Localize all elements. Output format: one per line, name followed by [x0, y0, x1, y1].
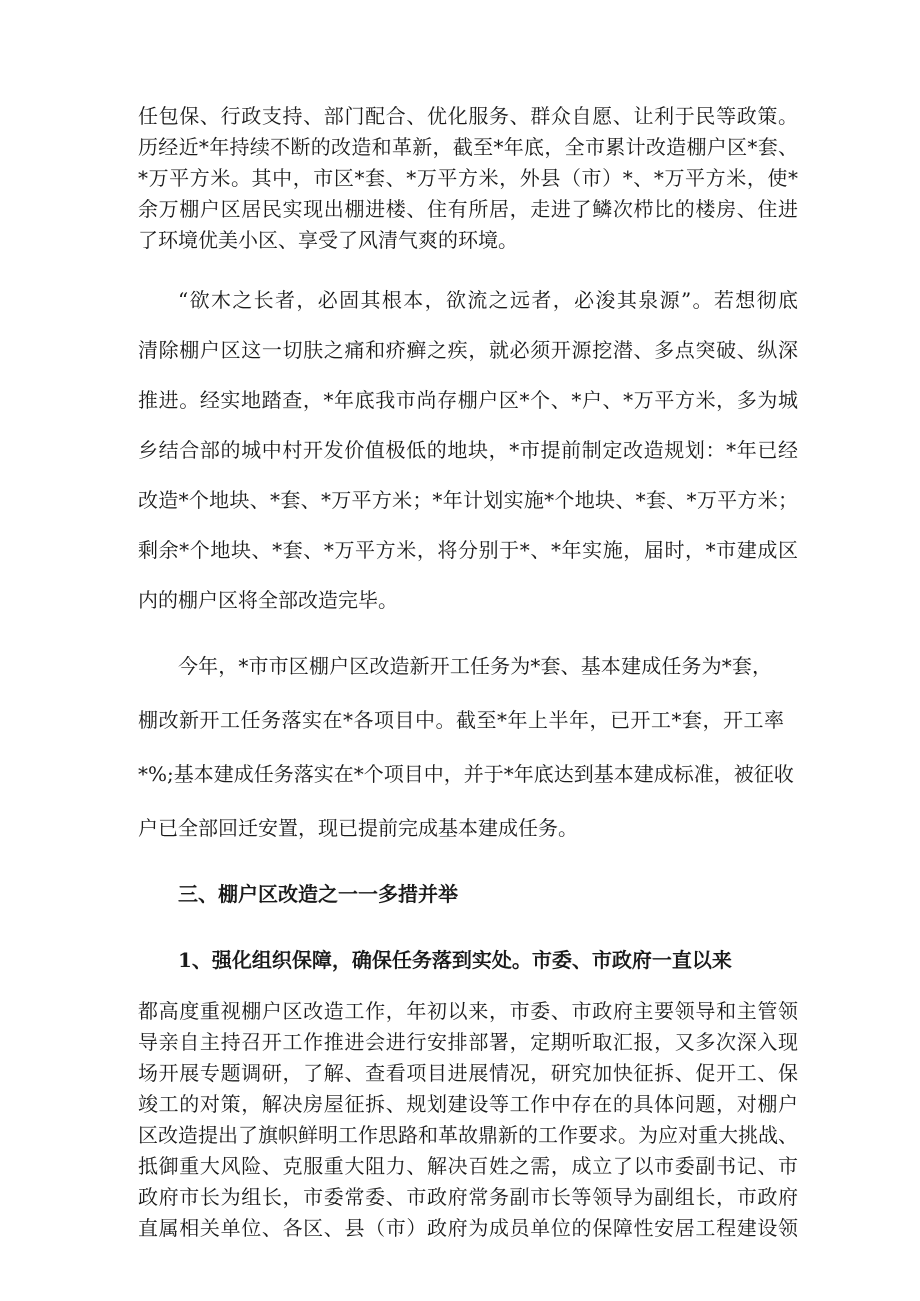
paragraph-1-line: 任包保、行政支持、部门配合、优化服务、群众自愿、让利于民等政策。: [138, 104, 798, 128]
paragraph-4-line: 政府市长为组长，市委常委、市政府常务副市长等领导为副组长，市政府: [138, 1185, 798, 1209]
paragraph-1-line: 了环境优美小区、享受了风清气爽的环境。: [138, 228, 518, 252]
paragraph-4-line: 场开展专题调研，了解、查看项目进展情况，研究加快征拆、促开工、保: [138, 1061, 798, 1085]
paragraph-4-line: 直属相关单位、各区、县（市）政府为成员单位的保障性安居工程建设领: [138, 1216, 798, 1240]
paragraph-2-line: “欲木之长者，必固其根本，欲流之远者，必浚其泉源”。若想彻底: [178, 288, 798, 312]
paragraph-3-line: 今年，*市市区棚户区改造新开工任务为*套、基本建成任务为*套，: [178, 654, 772, 678]
paragraph-1-line: 余万棚户区居民实现出棚进楼、住有所居，走进了鳞次栉比的楼房、住进: [138, 197, 798, 221]
paragraph-4-line: 导亲自主持召开工作推进会进行安排部署，定期听取汇报，又多次深入现: [138, 1030, 798, 1054]
section-heading: 三、棚户区改造之一一多措并举: [178, 882, 458, 906]
paragraph-4-line: 抵御重大风险、克服重大阻力、解决百姓之需，成立了以市委副书记、市: [138, 1154, 798, 1178]
paragraph-2-line: 乡结合部的城中村开发价值极低的地块，*市提前制定改造规划：*年已经: [138, 438, 798, 462]
paragraph-3-line: 棚改新开工任务落实在*各项目中。截至*年上半年，已开工*套，开工率: [138, 708, 784, 732]
paragraph-3-line: 户已全部回迁安置，现已提前完成基本建成任务。: [138, 816, 578, 840]
paragraph-4-line: 竣工的对策，解决房屋征拆、规划建设等工作中存在的具体问题，对棚户: [138, 1092, 798, 1116]
paragraph-3-line: *%;基本建成任务落实在*个项目中，并于*年底达到基本建成标准，被征收: [138, 762, 794, 786]
paragraph-1-line: *万平方米。其中，市区*套、*万平方米，外县（市）*、*万平方米，使*: [138, 166, 798, 190]
paragraph-1-line: 历经近*年持续不断的改造和革新，截至*年底，全市累计改造棚户区*套、: [138, 135, 798, 159]
paragraph-2-line: 改造*个地块、*套、*万平方米；*年计划实施*个地块、*套、*万平方米；: [138, 488, 798, 512]
paragraph-2-line: 清除棚户区这一切肤之痛和疥癣之疾，就必须开源挖潜、多点突破、纵深: [138, 338, 798, 362]
paragraph-4-line: 都高度重视棚户区改造工作，年初以来，市委、市政府主要领导和主管领: [138, 999, 798, 1023]
paragraph-4-line: 区改造提出了旗帜鲜明工作思路和革故鼎新的工作要求。为应对重大挑战、: [138, 1123, 798, 1147]
subheading-1: 1、强化组织保障，确保任务落到实处。市委、市政府一直以来: [178, 948, 732, 972]
paragraph-2-line: 内的棚户区将全部改造完毕。: [138, 588, 398, 612]
paragraph-2-line: 推进。经实地踏查，*年底我市尚存棚户区*个、*户、*万平方米，多为城: [138, 388, 798, 412]
paragraph-2-line: 剩余*个地块、*套、*万平方米，将分别于*、*年实施，届时，*市建成区: [138, 538, 798, 562]
